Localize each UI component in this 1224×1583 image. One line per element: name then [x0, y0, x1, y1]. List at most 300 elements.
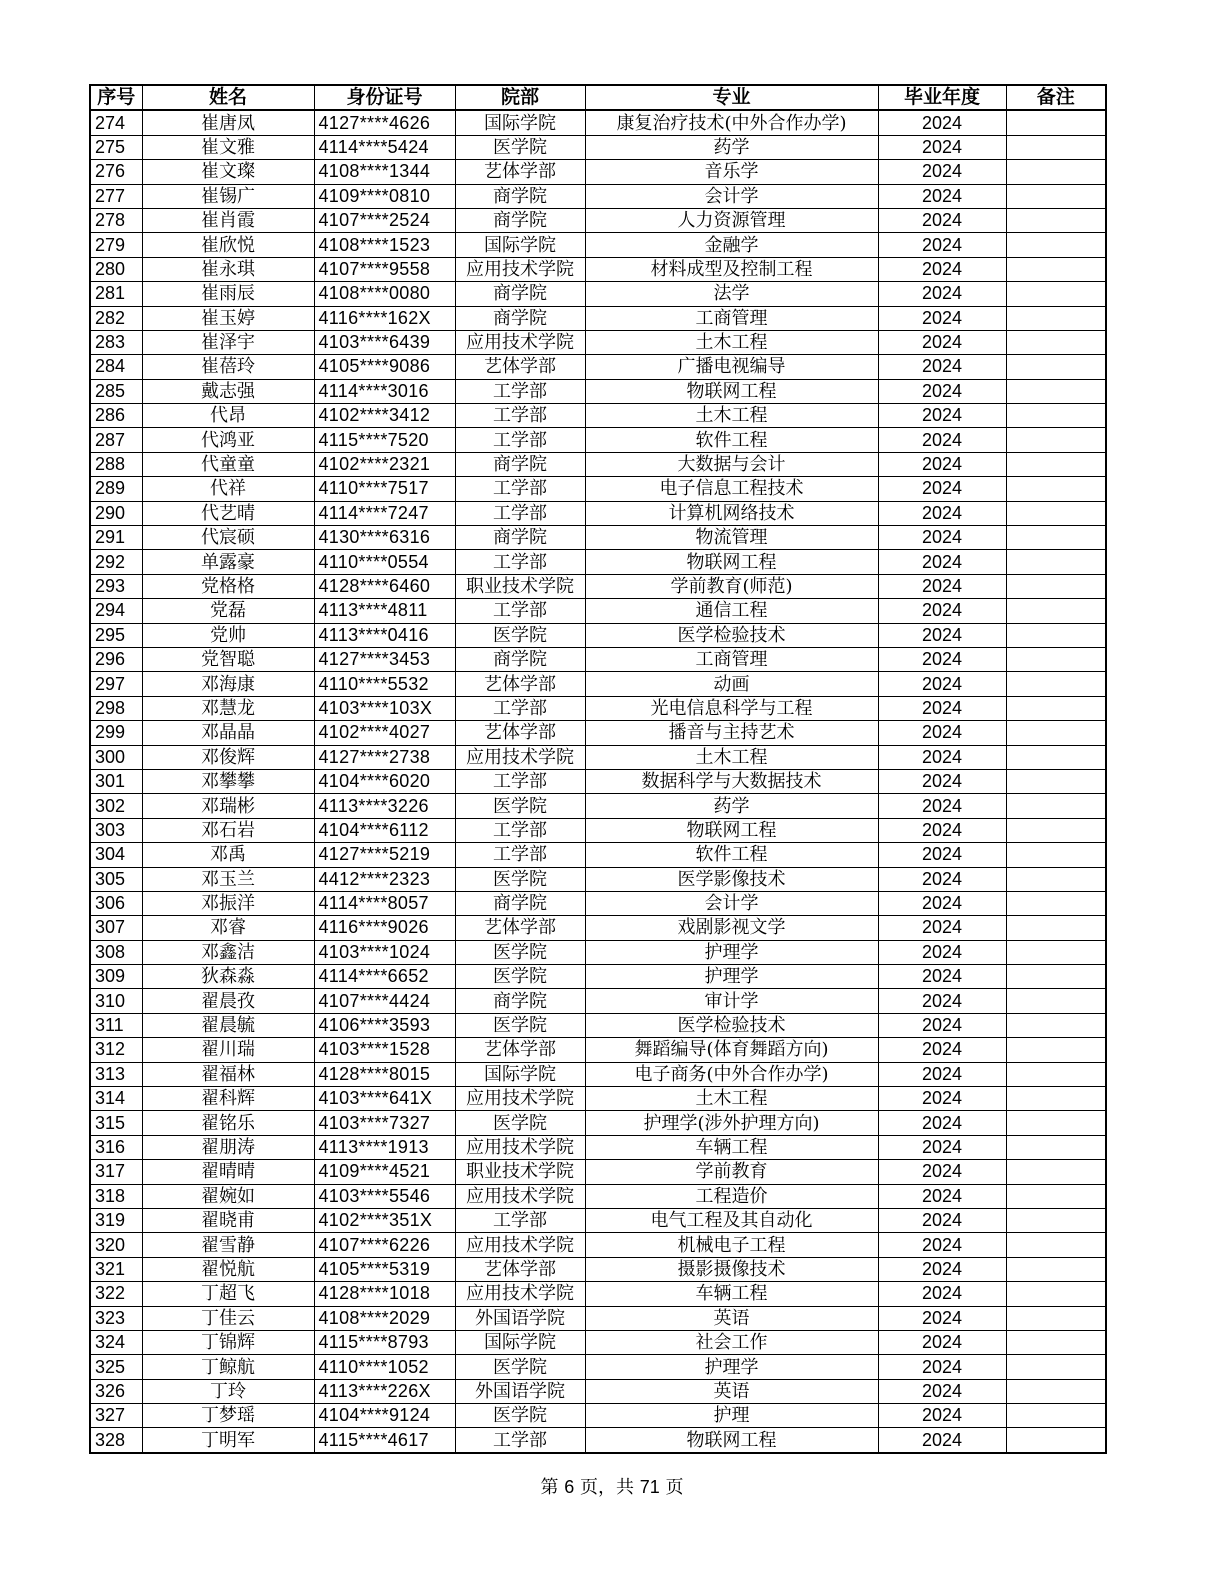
cell-seq: 305	[90, 867, 142, 891]
cell-major: 学前教育	[585, 1160, 878, 1184]
cell-graduation-year: 2024	[878, 1282, 1006, 1306]
cell-id-number: 4114****3016	[314, 379, 455, 403]
cell-major: 医学影像技术	[585, 867, 878, 891]
cell-id-number: 4110****1052	[314, 1355, 455, 1379]
cell-id-number: 4108****0080	[314, 282, 455, 306]
table-row	[90, 818, 1106, 842]
cell-name: 崔肖霞	[142, 208, 314, 232]
cell-graduation-year: 2024	[878, 526, 1006, 550]
cell-major: 土木工程	[585, 330, 878, 354]
cell-remarks	[1006, 1282, 1106, 1306]
cell-graduation-year: 2024	[878, 1160, 1006, 1184]
cell-id-number: 4113****4811	[314, 599, 455, 623]
cell-major: 软件工程	[585, 843, 878, 867]
cell-remarks	[1006, 965, 1106, 989]
cell-remarks	[1006, 208, 1106, 232]
cell-department: 职业技术学院	[455, 574, 585, 598]
cell-major: 车辆工程	[585, 1135, 878, 1159]
cell-id-number: 4412****2323	[314, 867, 455, 891]
cell-seq: 291	[90, 526, 142, 550]
cell-remarks	[1006, 745, 1106, 769]
cell-major: 戏剧影视文学	[585, 916, 878, 940]
cell-seq: 318	[90, 1184, 142, 1208]
cell-department: 医学院	[455, 1404, 585, 1428]
cell-remarks	[1006, 1135, 1106, 1159]
table-row	[90, 477, 1106, 501]
cell-name: 邓俊辉	[142, 745, 314, 769]
cell-seq: 303	[90, 818, 142, 842]
cell-id-number: 4127****4626	[314, 110, 455, 135]
cell-major: 土木工程	[585, 745, 878, 769]
header-remarks: 备注	[1006, 85, 1106, 110]
cell-graduation-year: 2024	[878, 916, 1006, 940]
cell-remarks	[1006, 550, 1106, 574]
cell-id-number: 4104****9124	[314, 1404, 455, 1428]
cell-department: 国际学院	[455, 1330, 585, 1354]
cell-department: 国际学院	[455, 110, 585, 135]
cell-name: 翟雪静	[142, 1233, 314, 1257]
cell-name: 狄森淼	[142, 965, 314, 989]
cell-major: 电气工程及其自动化	[585, 1208, 878, 1232]
cell-department: 商学院	[455, 208, 585, 232]
cell-graduation-year: 2024	[878, 1355, 1006, 1379]
cell-name: 翟婉如	[142, 1184, 314, 1208]
cell-graduation-year: 2024	[878, 989, 1006, 1013]
cell-seq: 323	[90, 1306, 142, 1330]
cell-id-number: 4110****0554	[314, 550, 455, 574]
cell-name: 崔欣悦	[142, 233, 314, 257]
table-row	[90, 1282, 1106, 1306]
table-row	[90, 672, 1106, 696]
cell-seq: 288	[90, 452, 142, 476]
table-row	[90, 1087, 1106, 1111]
cell-remarks	[1006, 160, 1106, 184]
cell-name: 党智聪	[142, 647, 314, 671]
cell-graduation-year: 2024	[878, 1135, 1006, 1159]
cell-graduation-year: 2024	[878, 867, 1006, 891]
cell-remarks	[1006, 1208, 1106, 1232]
cell-department: 国际学院	[455, 233, 585, 257]
cell-graduation-year: 2024	[878, 501, 1006, 525]
cell-seq: 311	[90, 1013, 142, 1037]
cell-remarks	[1006, 794, 1106, 818]
cell-department: 医学院	[455, 135, 585, 159]
cell-remarks	[1006, 989, 1106, 1013]
cell-seq: 310	[90, 989, 142, 1013]
cell-major: 工商管理	[585, 647, 878, 671]
cell-remarks	[1006, 110, 1106, 135]
cell-seq: 282	[90, 306, 142, 330]
cell-department: 工学部	[455, 404, 585, 428]
cell-remarks	[1006, 1355, 1106, 1379]
cell-department: 艺体学部	[455, 721, 585, 745]
cell-remarks	[1006, 257, 1106, 281]
cell-remarks	[1006, 843, 1106, 867]
cell-department: 国际学院	[455, 1062, 585, 1086]
cell-name: 单露豪	[142, 550, 314, 574]
cell-graduation-year: 2024	[878, 891, 1006, 915]
cell-major: 审计学	[585, 989, 878, 1013]
table-row	[90, 1330, 1106, 1354]
cell-department: 商学院	[455, 452, 585, 476]
cell-department: 应用技术学院	[455, 1135, 585, 1159]
cell-seq: 307	[90, 916, 142, 940]
cell-id-number: 4127****5219	[314, 843, 455, 867]
cell-id-number: 4103****7327	[314, 1111, 455, 1135]
cell-remarks	[1006, 1257, 1106, 1281]
cell-major: 会计学	[585, 891, 878, 915]
table-row	[90, 404, 1106, 428]
cell-major: 摄影摄像技术	[585, 1257, 878, 1281]
cell-graduation-year: 2024	[878, 940, 1006, 964]
cell-name: 邓睿	[142, 916, 314, 940]
cell-id-number: 4114****5424	[314, 135, 455, 159]
cell-name: 代鸿亚	[142, 428, 314, 452]
table-row	[90, 623, 1106, 647]
cell-major: 土木工程	[585, 1087, 878, 1111]
cell-graduation-year: 2024	[878, 1111, 1006, 1135]
cell-seq: 299	[90, 721, 142, 745]
cell-department: 商学院	[455, 647, 585, 671]
cell-name: 崔文璨	[142, 160, 314, 184]
table-row	[90, 1404, 1106, 1428]
cell-graduation-year: 2024	[878, 208, 1006, 232]
cell-graduation-year: 2024	[878, 282, 1006, 306]
footer-total-pages: 71	[639, 1477, 660, 1497]
cell-seq: 308	[90, 940, 142, 964]
table-row	[90, 501, 1106, 525]
cell-id-number: 4104****6112	[314, 818, 455, 842]
cell-department: 应用技术学院	[455, 1282, 585, 1306]
table-row	[90, 452, 1106, 476]
cell-major: 护理学(涉外护理方向)	[585, 1111, 878, 1135]
cell-major: 物联网工程	[585, 1428, 878, 1453]
cell-remarks	[1006, 1062, 1106, 1086]
cell-name: 翟福林	[142, 1062, 314, 1086]
cell-graduation-year: 2024	[878, 965, 1006, 989]
cell-graduation-year: 2024	[878, 135, 1006, 159]
cell-graduation-year: 2024	[878, 745, 1006, 769]
cell-major: 医学检验技术	[585, 623, 878, 647]
cell-seq: 274	[90, 110, 142, 135]
cell-remarks	[1006, 647, 1106, 671]
cell-seq: 325	[90, 1355, 142, 1379]
cell-graduation-year: 2024	[878, 599, 1006, 623]
cell-department: 外国语学院	[455, 1306, 585, 1330]
table-row	[90, 526, 1106, 550]
table-row	[90, 1038, 1106, 1062]
cell-major: 车辆工程	[585, 1282, 878, 1306]
cell-name: 丁梦瑶	[142, 1404, 314, 1428]
cell-seq: 294	[90, 599, 142, 623]
cell-name: 崔泽宇	[142, 330, 314, 354]
cell-name: 翟科辉	[142, 1087, 314, 1111]
table-row	[90, 940, 1106, 964]
cell-major: 学前教育(师范)	[585, 574, 878, 598]
cell-name: 翟晓甫	[142, 1208, 314, 1232]
table-row	[90, 1160, 1106, 1184]
cell-name: 邓晶晶	[142, 721, 314, 745]
cell-graduation-year: 2024	[878, 1038, 1006, 1062]
cell-graduation-year: 2024	[878, 404, 1006, 428]
cell-major: 广播电视编导	[585, 355, 878, 379]
cell-remarks	[1006, 721, 1106, 745]
cell-name: 邓鑫洁	[142, 940, 314, 964]
cell-major: 金融学	[585, 233, 878, 257]
cell-major: 药学	[585, 135, 878, 159]
cell-remarks	[1006, 916, 1106, 940]
cell-graduation-year: 2024	[878, 1013, 1006, 1037]
cell-remarks	[1006, 452, 1106, 476]
cell-graduation-year: 2024	[878, 110, 1006, 135]
table-row	[90, 184, 1106, 208]
cell-graduation-year: 2024	[878, 1062, 1006, 1086]
cell-seq: 292	[90, 550, 142, 574]
cell-department: 工学部	[455, 843, 585, 867]
cell-department: 医学院	[455, 1355, 585, 1379]
cell-seq: 306	[90, 891, 142, 915]
cell-graduation-year: 2024	[878, 1306, 1006, 1330]
table-row	[90, 647, 1106, 671]
cell-seq: 319	[90, 1208, 142, 1232]
cell-seq: 326	[90, 1379, 142, 1403]
cell-id-number: 4128****8015	[314, 1062, 455, 1086]
cell-remarks	[1006, 1087, 1106, 1111]
table-row	[90, 1379, 1106, 1403]
cell-seq: 316	[90, 1135, 142, 1159]
cell-department: 商学院	[455, 282, 585, 306]
cell-department: 工学部	[455, 696, 585, 720]
cell-department: 艺体学部	[455, 916, 585, 940]
cell-id-number: 4115****8793	[314, 1330, 455, 1354]
cell-department: 工学部	[455, 599, 585, 623]
cell-name: 丁锦辉	[142, 1330, 314, 1354]
table-row	[90, 208, 1106, 232]
cell-department: 医学院	[455, 1013, 585, 1037]
table-row	[90, 379, 1106, 403]
cell-id-number: 4103****6439	[314, 330, 455, 354]
cell-major: 社会工作	[585, 1330, 878, 1354]
cell-name: 翟晴晴	[142, 1160, 314, 1184]
cell-id-number: 4108****1344	[314, 160, 455, 184]
cell-remarks	[1006, 623, 1106, 647]
cell-department: 商学院	[455, 989, 585, 1013]
table-row	[90, 110, 1106, 135]
cell-seq: 315	[90, 1111, 142, 1135]
cell-graduation-year: 2024	[878, 1184, 1006, 1208]
cell-department: 应用技术学院	[455, 1233, 585, 1257]
table-row	[90, 257, 1106, 281]
table-row	[90, 745, 1106, 769]
table-row	[90, 160, 1106, 184]
cell-major: 护理学	[585, 1355, 878, 1379]
cell-seq: 293	[90, 574, 142, 598]
table-row	[90, 1306, 1106, 1330]
cell-major: 物联网工程	[585, 818, 878, 842]
cell-remarks	[1006, 404, 1106, 428]
cell-seq: 297	[90, 672, 142, 696]
cell-remarks	[1006, 306, 1106, 330]
cell-name: 邓石岩	[142, 818, 314, 842]
cell-id-number: 4102****2321	[314, 452, 455, 476]
cell-seq: 314	[90, 1087, 142, 1111]
cell-name: 翟悦航	[142, 1257, 314, 1281]
cell-graduation-year: 2024	[878, 647, 1006, 671]
cell-id-number: 4114****8057	[314, 891, 455, 915]
cell-department: 工学部	[455, 818, 585, 842]
cell-remarks	[1006, 891, 1106, 915]
cell-id-number: 4107****6226	[314, 1233, 455, 1257]
cell-id-number: 4110****5532	[314, 672, 455, 696]
cell-name: 邓瑞彬	[142, 794, 314, 818]
cell-graduation-year: 2024	[878, 721, 1006, 745]
cell-remarks	[1006, 769, 1106, 793]
cell-department: 应用技术学院	[455, 1184, 585, 1208]
cell-remarks	[1006, 428, 1106, 452]
cell-major: 工商管理	[585, 306, 878, 330]
cell-department: 艺体学部	[455, 1038, 585, 1062]
table-row	[90, 843, 1106, 867]
table-row	[90, 282, 1106, 306]
cell-graduation-year: 2024	[878, 452, 1006, 476]
cell-graduation-year: 2024	[878, 696, 1006, 720]
table-header-row	[90, 85, 1106, 110]
header-name: 姓名	[142, 85, 314, 110]
cell-remarks	[1006, 1428, 1106, 1453]
cell-seq: 276	[90, 160, 142, 184]
cell-name: 丁鲸航	[142, 1355, 314, 1379]
cell-department: 商学院	[455, 306, 585, 330]
cell-name: 党磊	[142, 599, 314, 623]
cell-graduation-year: 2024	[878, 257, 1006, 281]
cell-department: 工学部	[455, 1428, 585, 1453]
cell-graduation-year: 2024	[878, 1330, 1006, 1354]
cell-department: 应用技术学院	[455, 257, 585, 281]
cell-name: 代童童	[142, 452, 314, 476]
header-id-number: 身份证号	[314, 85, 455, 110]
cell-remarks	[1006, 1404, 1106, 1428]
table-row	[90, 1062, 1106, 1086]
cell-remarks	[1006, 1013, 1106, 1037]
cell-remarks	[1006, 696, 1106, 720]
cell-graduation-year: 2024	[878, 355, 1006, 379]
cell-remarks	[1006, 1160, 1106, 1184]
cell-name: 丁超飞	[142, 1282, 314, 1306]
cell-id-number: 4104****6020	[314, 769, 455, 793]
cell-major: 康复治疗技术(中外合作办学)	[585, 110, 878, 135]
cell-major: 药学	[585, 794, 878, 818]
cell-graduation-year: 2024	[878, 623, 1006, 647]
cell-seq: 324	[90, 1330, 142, 1354]
cell-remarks	[1006, 135, 1106, 159]
cell-name: 代艺晴	[142, 501, 314, 525]
header-major: 专业	[585, 85, 878, 110]
cell-remarks	[1006, 940, 1106, 964]
cell-graduation-year: 2024	[878, 379, 1006, 403]
cell-major: 物联网工程	[585, 379, 878, 403]
cell-id-number: 4108****2029	[314, 1306, 455, 1330]
cell-remarks	[1006, 867, 1106, 891]
cell-id-number: 4116****9026	[314, 916, 455, 940]
cell-department: 艺体学部	[455, 160, 585, 184]
cell-major: 电子信息工程技术	[585, 477, 878, 501]
cell-seq: 327	[90, 1404, 142, 1428]
cell-name: 崔蓓玲	[142, 355, 314, 379]
cell-graduation-year: 2024	[878, 160, 1006, 184]
cell-seq: 321	[90, 1257, 142, 1281]
cell-seq: 322	[90, 1282, 142, 1306]
cell-graduation-year: 2024	[878, 1087, 1006, 1111]
cell-seq: 290	[90, 501, 142, 525]
cell-name: 党帅	[142, 623, 314, 647]
cell-graduation-year: 2024	[878, 1208, 1006, 1232]
cell-department: 商学院	[455, 184, 585, 208]
cell-name: 崔文雅	[142, 135, 314, 159]
roster-sheet	[89, 84, 1107, 1454]
table-row	[90, 1013, 1106, 1037]
cell-graduation-year: 2024	[878, 306, 1006, 330]
cell-seq: 328	[90, 1428, 142, 1453]
table-body	[90, 110, 1106, 1452]
table-row	[90, 965, 1106, 989]
cell-department: 工学部	[455, 550, 585, 574]
cell-major: 动画	[585, 672, 878, 696]
cell-id-number: 4113****1913	[314, 1135, 455, 1159]
cell-name: 邓振洋	[142, 891, 314, 915]
cell-id-number: 4102****3412	[314, 404, 455, 428]
cell-remarks	[1006, 818, 1106, 842]
footer-prefix: 第	[540, 1477, 559, 1498]
table-row	[90, 574, 1106, 598]
cell-remarks	[1006, 1379, 1106, 1403]
cell-major: 物联网工程	[585, 550, 878, 574]
cell-major: 舞蹈编导(体育舞蹈方向)	[585, 1038, 878, 1062]
cell-seq: 296	[90, 647, 142, 671]
cell-id-number: 4107****4424	[314, 989, 455, 1013]
cell-department: 工学部	[455, 477, 585, 501]
page-footer	[0, 1473, 1224, 1499]
cell-name: 丁玲	[142, 1379, 314, 1403]
cell-major: 光电信息科学与工程	[585, 696, 878, 720]
cell-id-number: 4115****4617	[314, 1428, 455, 1453]
cell-id-number: 4114****6652	[314, 965, 455, 989]
cell-remarks	[1006, 599, 1106, 623]
table-row	[90, 599, 1106, 623]
table-row	[90, 891, 1106, 915]
cell-name: 代祥	[142, 477, 314, 501]
table-row	[90, 1111, 1106, 1135]
cell-department: 艺体学部	[455, 1257, 585, 1281]
cell-id-number: 4113****3226	[314, 794, 455, 818]
cell-remarks	[1006, 501, 1106, 525]
cell-major: 软件工程	[585, 428, 878, 452]
cell-name: 代昂	[142, 404, 314, 428]
cell-id-number: 4109****0810	[314, 184, 455, 208]
cell-major: 法学	[585, 282, 878, 306]
cell-name: 翟铭乐	[142, 1111, 314, 1135]
cell-major: 播音与主持艺术	[585, 721, 878, 745]
cell-department: 医学院	[455, 623, 585, 647]
cell-seq: 279	[90, 233, 142, 257]
cell-graduation-year: 2024	[878, 184, 1006, 208]
cell-seq: 278	[90, 208, 142, 232]
cell-major: 通信工程	[585, 599, 878, 623]
cell-major: 土木工程	[585, 404, 878, 428]
cell-name: 邓禹	[142, 843, 314, 867]
cell-department: 工学部	[455, 379, 585, 403]
cell-major: 护理	[585, 1404, 878, 1428]
cell-seq: 295	[90, 623, 142, 647]
